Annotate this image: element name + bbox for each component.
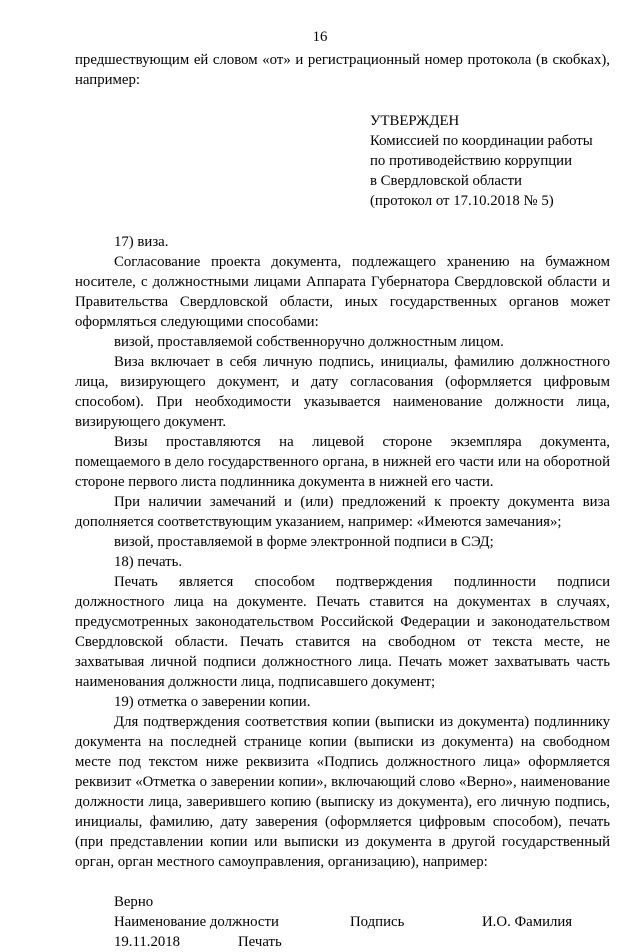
approval-line: в Свердловской области (370, 173, 522, 189)
paragraph-visa-heading: 17) виза. (114, 234, 169, 250)
approval-line: Комиссией по координации работы (370, 133, 593, 149)
sample-signature: Подпись (350, 914, 405, 930)
sample-date: 19.11.2018 (114, 934, 181, 950)
approval-line: УТВЕРЖДЕН (370, 113, 460, 129)
paragraph-approval-methods: Согласование проекта документа, подлежащего хранению на бумажном носителе, с должностными лицами Аппарата Губернатора Свердловской области и Правительства Свердловской области, иных государственных органов может оформляться следующими способами: (75, 254, 610, 330)
paragraph-copy-mark-heading: 19) отметка о заверении копии. (114, 694, 311, 710)
paragraph-visa-placement: Визы проставляются на лицевой стороне экземпляра документа, помещаемого в дело государственного органа, в нижней его части или на оборотной стороне первого листа подлинника документа в нижней его части. (75, 434, 610, 490)
paragraph-visa-contents: Виза включает в себя личную подпись, инициалы, фамилию должностного лица, визирующего документ, и дату согласования (оформляется цифровым способом). При необходимости указывается наименование должности лица, визирующего документ. (75, 354, 610, 430)
sample-name: И.О. Фамилия (482, 914, 573, 930)
sample-row-date (114, 932, 610, 952)
sample-verno: Верно (114, 894, 154, 910)
paragraph-visa-remarks: При наличии замечаний и (или) предложений к проекту документа виза дополняется соответствующим указанием, например: «Имеются замечания»; (75, 494, 610, 530)
page-number: 16 (312, 29, 328, 45)
lead-paragraph: предшествующим ей словом «от» и регистрационный номер протокола (в скобках), например: (75, 52, 610, 88)
paragraph-seal-heading: 18) печать. (114, 554, 183, 570)
approval-stamp-example (370, 111, 610, 211)
sample-row-verno (114, 892, 610, 912)
paragraph-seal-description: Печать является способом подтверждения подлинности подписи должностного лица на документе. Печать ставится на документах в случаях, предусмотренных законодательством Российской Федерации и законодательством Свердловской области. Печать ставится на свободном от текста месте, не захватывая личной подписи должностного лица. Печать может захватывать часть наименования должности лица, подписавшего документ; (75, 574, 610, 690)
sample-position: Наименование должности (114, 914, 279, 930)
approval-line: (протокол от 17.10.2018 № 5) (370, 193, 554, 209)
paragraph-electronic-visa: визой, проставляемой в форме электронной подписи в СЭД; (114, 534, 494, 550)
paragraph-handwritten-visa: визой, проставляемой собственноручно должностным лицом. (114, 334, 504, 350)
paragraph-copy-mark-description: Для подтверждения соответствия копии (выписки из документа) подлиннику документа на последней странице копии (выписки из документа) на свободном месте под текстом ниже реквизита «Подпись должностного лица» оформляется реквизит «Отметка о заверении копии», включающий слово «Верно», наименование должности лица, заверившего копию (выписку из документа), его личную подпись, инициалы, фамилию, дату заверения (оформляется цифровым способом), печать (при представлении копии или выписки из документа в другой государственный орган, орган местного самоуправления, организацию), например: (75, 714, 610, 870)
sample-seal: Печать (238, 934, 282, 950)
document-body (75, 50, 610, 952)
copy-certification-example (75, 892, 610, 952)
sample-row-signature (114, 912, 610, 932)
approval-line: по противодействию коррупции (370, 153, 572, 169)
